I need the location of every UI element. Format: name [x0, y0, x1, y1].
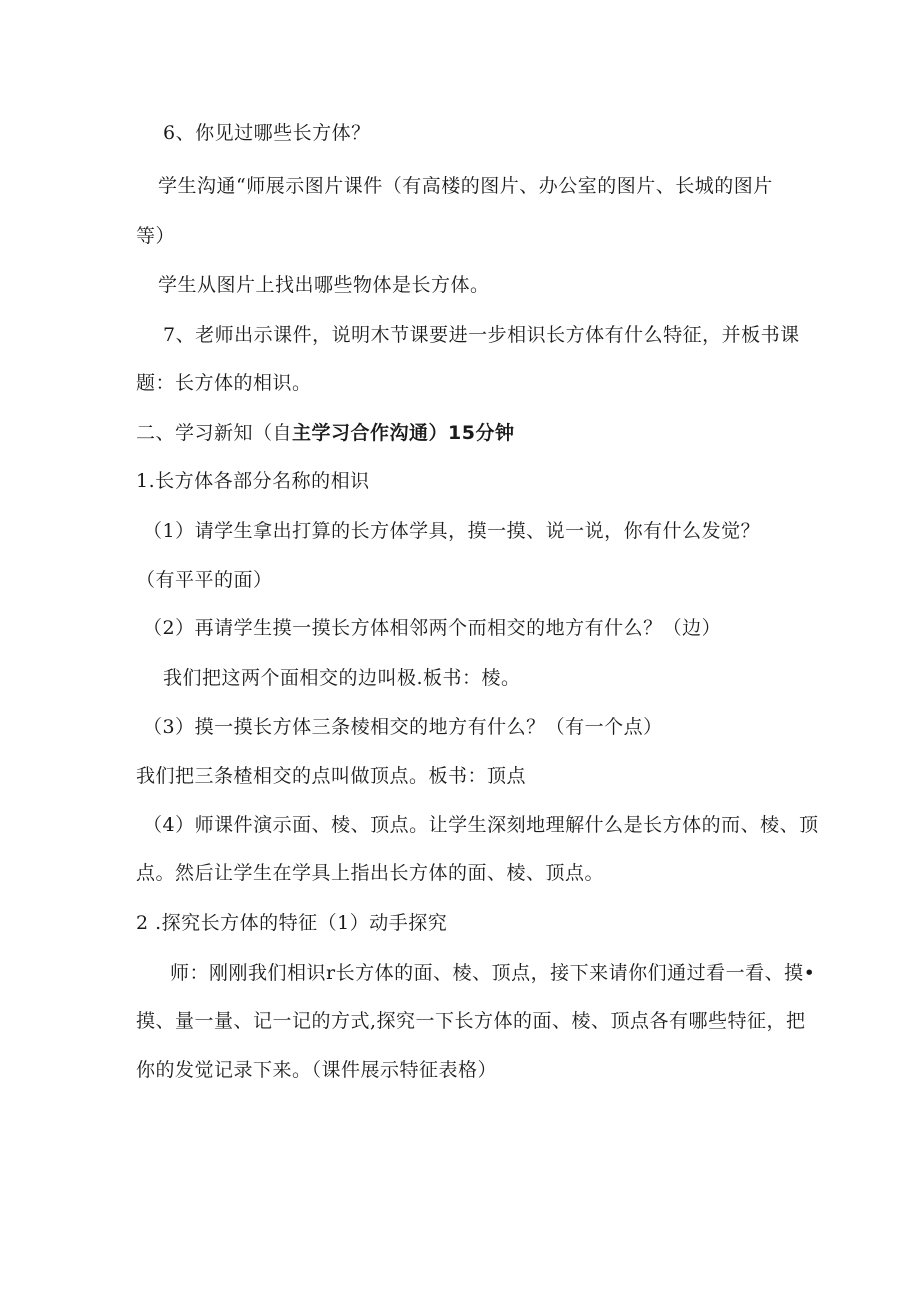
- text-line-student-communication: 学生沟通“师展示图片课件（有高楼的图片、办公室的图片、长城的图片: [158, 175, 773, 197]
- text-line-record: 你的发觉记录下来。（课件展示特征表格）: [136, 1059, 498, 1081]
- section-heading-bold: 主学习合作沟通）15分钟: [292, 422, 515, 444]
- text-line-step-3: （3）摸一摸长方体三条棱相交的地方有什么？（有一个点）: [143, 716, 663, 738]
- section-heading: [136, 420, 514, 446]
- section-heading-prefix: 二、学习新知（自: [136, 422, 293, 444]
- text-line-continuation-etc: 等）: [136, 225, 176, 247]
- text-line-find-cuboids: 学生从图片上找出哪些物体是长方体。: [158, 274, 490, 296]
- text-line-edge: 我们把这两个面相交的边叫极.板书：棱。: [163, 667, 521, 689]
- text-line-part-names: 1.长方体各部分名称的相识: [136, 470, 370, 492]
- text-line-point-out: 点。然后让学生在学具上指出长方体的面、棱、顶点。: [136, 862, 605, 884]
- text-line-q6: 6、你见过哪些长方体？: [163, 122, 371, 144]
- text-line-topic: 题：长方体的相识。: [136, 372, 312, 394]
- text-line-step-1: （1）请学生拿出打算的长方体学具，摸一摸、说一说，你有什么发觉？: [143, 520, 761, 542]
- text-line-flat-face: （有平平的面）: [136, 569, 273, 591]
- text-line-vertex: 我们把三条楂相交的点叫做顶点。板书：顶点: [136, 765, 527, 787]
- text-line-step-2: （2）再请学生摸一摸长方体相邻两个而相交的地方有什么？（边）: [143, 617, 722, 639]
- text-line-methods: 摸、量一量、记一记的方式,探究一下长方体的面、棱、顶点各有哪些特征，把: [136, 1010, 806, 1032]
- text-line-q7: 7、老师出示课件，说明木节课要进一步相识长方体有什么特征，并板书课: [163, 324, 800, 346]
- text-line-explore-features: 2 .探究长方体的特征（1）动手探究: [136, 912, 448, 934]
- text-line-step-4: （4）师课件演示面、棱、顶点。让学生深刻地理解什么是长方体的而、棱、顶: [143, 814, 819, 836]
- text-line-teacher: 师：刚刚我们相识r长方体的面、棱、顶点，接下来请你们通过看一看、摸•: [170, 962, 816, 984]
